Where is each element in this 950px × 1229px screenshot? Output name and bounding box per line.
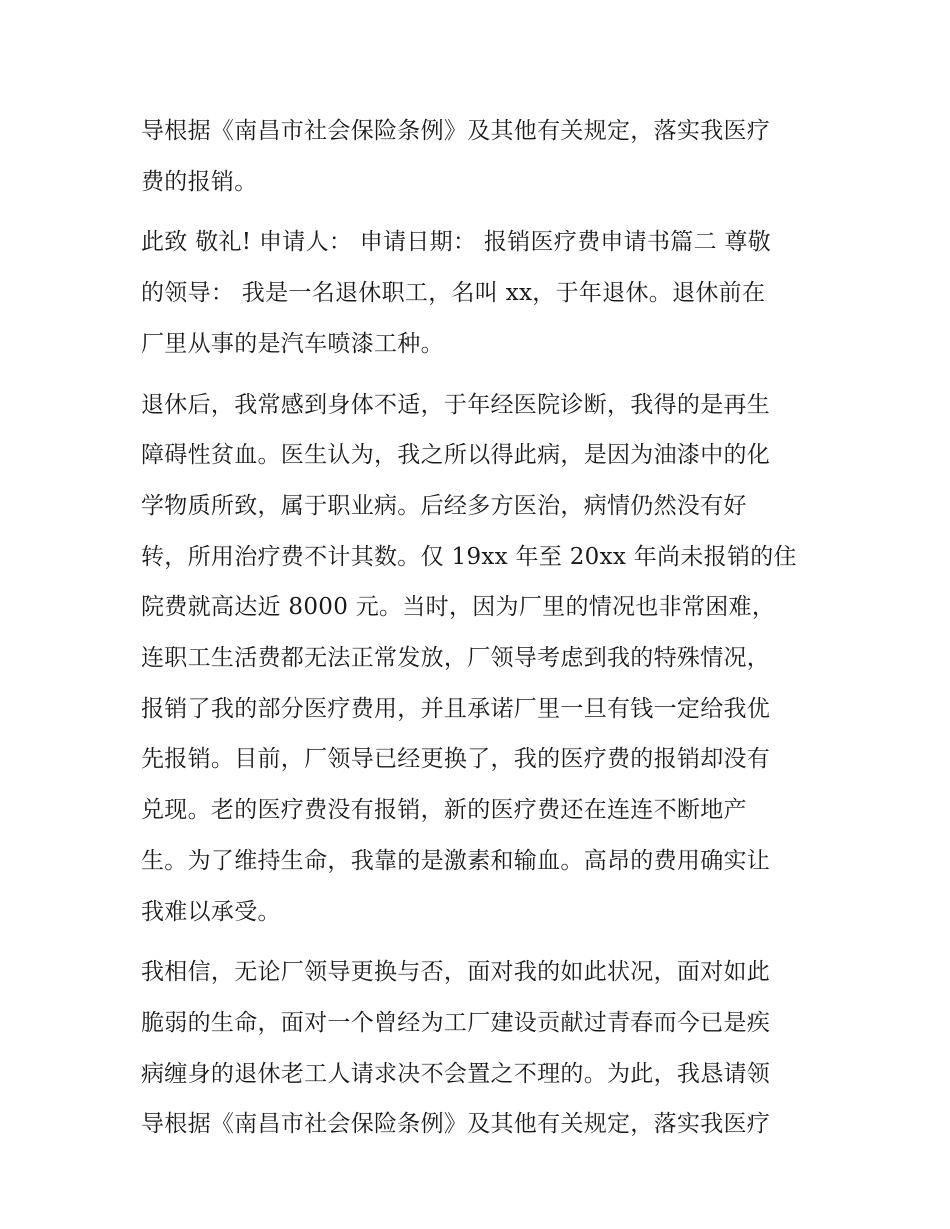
text-line: 院费就高达近 8000 元。当时，因为厂里的情况也非常困难， [141,594,776,621]
text-line: 退休后，我常感到身体不适，于年经医院诊断，我得的是再生 [141,391,771,418]
paragraph-1 [141,106,816,207]
text-line: 报销了我的部分医疗费用，并且承诺厂里一旦有钱一定给我优 [141,695,771,722]
text-line: 导根据《南昌市社会保险条例》及其他有关规定，落实我医疗 [141,1111,771,1138]
paragraph-4 [141,947,816,1150]
text-line: 我相信，无论厂领导更换与否，面对我的如此状况，面对如此 [141,959,771,986]
text-line: 厂里从事的是汽车喷漆工种。 [141,330,444,357]
text-line: 脆弱的生命，面对一个曾经为工厂建设贡献过青春而今已是疾 [141,1009,771,1036]
document-body [141,106,816,1160]
text-line: 转，所用治疗费不计其数。仅 19xx 年至 20xx 年尚未报销的住 [141,543,797,570]
text-line: 病缠身的退休老工人请求决不会置之不理的。为此，我恳请领 [141,1060,771,1087]
paragraph-2 [141,217,816,369]
text-line: 兑现。老的医疗费没有报销，新的医疗费还在连连不断地产 [141,797,747,824]
text-line: 障碍性贫血。医生认为，我之所以得此病，是因为油漆中的化 [141,442,771,469]
text-line: 连职工生活费都无法正常发放，厂领导考虑到我的特殊情况， [141,645,771,672]
text-line: 先报销。目前，厂领导已经更换了，我的医疗费的报销却没有 [141,746,771,773]
text-line: 学物质所致，属于职业病。后经多方医治，病情仍然没有好 [141,492,747,519]
text-line: 此致 敬礼! 申请人： 申请日期： 报销医疗费申请书篇二 尊敬 [141,229,772,256]
text-line: 导根据《南昌市社会保险条例》及其他有关规定，落实我医疗 [141,118,771,144]
text-line: 费的报销。 [141,168,258,195]
text-line: 的领导： 我是一名退休职工，名叫 xx，于年退休。退休前在 [141,280,766,307]
text-line: 生。为了维持生命，我靠的是激素和输血。高昂的费用确实让 [141,847,771,874]
text-line: 我难以承受。 [141,898,281,925]
paragraph-3 [141,380,816,938]
